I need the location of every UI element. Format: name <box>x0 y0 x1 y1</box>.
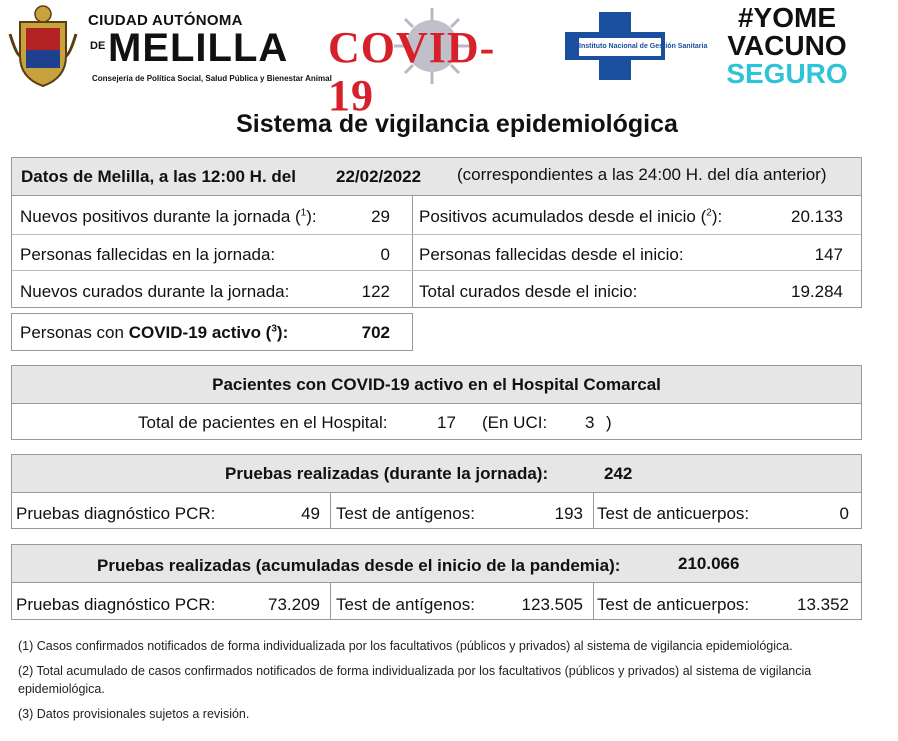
fallecidos-jornada-label: Personas fallecidas en la jornada: <box>20 245 276 264</box>
hospital-title: Pacientes con COVID-19 activo en el Hospital Comarcal <box>212 375 661 394</box>
datos-header <box>12 158 861 196</box>
datos-column-divider <box>412 196 413 307</box>
hospital-total-label: Total de pacientes en el Hospital: <box>138 413 388 432</box>
pcr-jornada-label: Pruebas diagnóstico PCR: <box>16 504 216 523</box>
footnote-2: (2) Total acumulado de casos confirmados notificados de forma individualizada por los facultativos (públicos y privados) al sistema de vigilancia epidemiológica. <box>18 664 812 696</box>
anticuerpos-jornada-value: 0 <box>839 504 849 523</box>
pruebas-acumuladas-divider <box>330 583 331 619</box>
covid-activo-label: Personas con COVID-19 activo ($^3$): <box>20 323 289 342</box>
footnote-1: (1) Casos confirmados notificados de forma individualizada por los facultativos (públicos y privados) al sistema de vigilancia epidemiológica. <box>18 639 793 653</box>
melilla-coat-of-arms-icon <box>8 4 78 88</box>
fallecidos-inicio-label: Personas fallecidas desde el inicio: <box>419 245 684 264</box>
melilla-logo-line2: MELILLA <box>108 26 289 70</box>
melilla-logo-line1: CIUDAD AUTÓNOMA <box>88 12 243 29</box>
ingesa-logo-text: Instituto Nacional de Gestión Sanitaria <box>579 38 661 56</box>
hospital-uci-close: ) <box>606 413 612 432</box>
yome-line1: #YOME <box>737 2 837 33</box>
datos-melilla-panel <box>11 157 862 308</box>
pruebas-acumuladas-title: Pruebas realizadas (acumuladas desde el inicio de la pandemia): <box>97 556 621 575</box>
anticuerpos-jornada-label: Test de anticuerpos: <box>597 504 750 523</box>
pruebas-jornada-total: 242 <box>604 464 633 483</box>
nuevos-positivos-label: Nuevos positivos durante la jornada ($^1$): <box>20 207 317 226</box>
fallecidos-inicio-value: 147 <box>814 245 843 264</box>
hospital-header <box>12 366 861 404</box>
pruebas-jornada-divider <box>330 493 331 528</box>
hospital-total-value: 17 <box>437 413 456 432</box>
melilla-logo <box>8 4 332 90</box>
ingesa-logo <box>565 12 708 80</box>
pcr-jornada-value: 49 <box>301 504 320 523</box>
footnote-3: (3) Datos provisionales sujetos a revisión. <box>18 707 250 721</box>
yomevacuno-logo <box>702 4 872 90</box>
covid19-logo <box>328 4 512 120</box>
positivos-acumulados-value: 20.133 <box>791 207 843 226</box>
covid-activo-value: 702 <box>361 323 390 342</box>
hospital-panel <box>11 365 862 440</box>
pruebas-acumuladas-header <box>12 545 861 583</box>
hospital-uci-label: (En UCI: <box>482 413 548 432</box>
anticuerpos-acumulados-label: Test de anticuerpos: <box>597 595 750 614</box>
datos-header-prefix: Datos de Melilla, a las 12:00 H. del <box>21 167 296 186</box>
anticuerpos-acumulados-value: 13.352 <box>797 595 849 614</box>
covid19-logo-text: COVID-19 <box>328 23 496 120</box>
pruebas-acumuladas-total: 210.066 <box>678 554 740 573</box>
fallecidos-jornada-value: 0 <box>380 245 390 264</box>
pruebas-jornada-title: Pruebas realizadas (durante la jornada): <box>225 464 549 483</box>
antigenos-acumulados-value: 123.505 <box>521 595 583 614</box>
nuevos-curados-label: Nuevos curados durante la jornada: <box>20 282 290 301</box>
melilla-logo-de: DE <box>90 40 106 52</box>
pruebas-jornada-panel <box>11 454 862 529</box>
hospital-uci-value: 3 <box>585 413 595 432</box>
pruebas-acumuladas-divider <box>593 583 594 619</box>
datos-row-divider <box>12 270 861 271</box>
antigenos-acumulados-label: Test de antígenos: <box>336 595 475 614</box>
pruebas-jornada-divider <box>593 493 594 528</box>
yome-line2: VACUNO <box>727 30 847 61</box>
positivos-acumulados-label: Positivos acumulados desde el inicio ($^2$): <box>419 207 723 226</box>
pruebas-acumuladas-panel <box>11 544 862 620</box>
datos-row-divider <box>12 234 861 235</box>
pcr-acumuladas-value: 73.209 <box>268 595 320 614</box>
page-title: Sistema de vigilancia epidemiológica <box>236 110 678 138</box>
covid-activo-panel <box>11 313 413 351</box>
total-curados-value: 19.284 <box>791 282 843 301</box>
melilla-logo-subtitle: Consejería de Política Social, Salud Pública y Bienestar Animal <box>92 74 332 83</box>
pruebas-jornada-header <box>12 455 861 493</box>
footnotes <box>18 637 878 730</box>
total-curados-label: Total curados desde el inicio: <box>419 282 638 301</box>
datos-header-note: (correspondientes a las 24:00 H. del día anterior) <box>457 165 827 184</box>
datos-date: 22/02/2022 <box>336 167 422 186</box>
nuevos-curados-value: 122 <box>361 282 390 301</box>
nuevos-positivos-value: 29 <box>371 207 390 226</box>
antigenos-jornada-value: 193 <box>554 504 583 523</box>
pcr-acumuladas-label: Pruebas diagnóstico PCR: <box>16 595 216 614</box>
yome-line3: SEGURO <box>726 58 848 89</box>
antigenos-jornada-label: Test de antígenos: <box>336 504 475 523</box>
